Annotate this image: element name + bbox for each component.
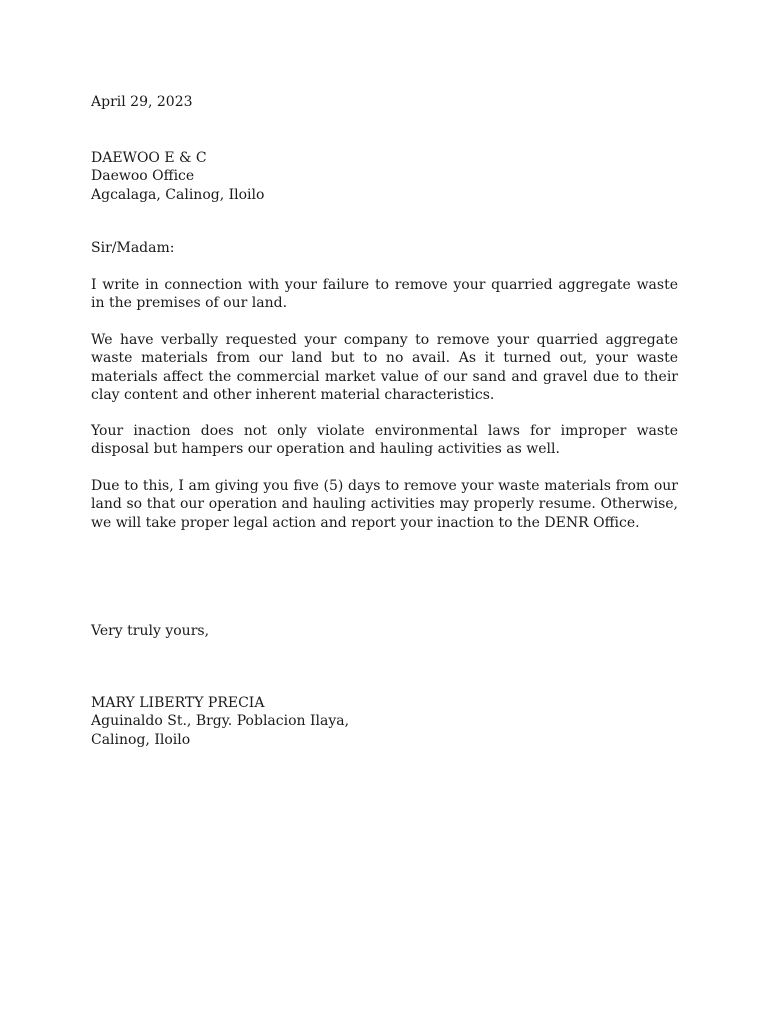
recipient-address: Agcalaga, Calinog, Iloilo — [91, 186, 265, 203]
sender-signature-block — [91, 694, 678, 749]
recipient-company: DAEWOO E & C — [91, 150, 207, 166]
letter-date — [91, 93, 678, 111]
complimentary-close — [91, 622, 678, 640]
recipient-office: Daewoo Office — [91, 168, 195, 185]
closing-text: Very truly yours, — [91, 623, 210, 639]
salutation — [91, 239, 678, 257]
date-text: April 29, 2023 — [91, 94, 193, 110]
recipient-address-block — [91, 149, 678, 204]
sender-address-line-1: Aguinaldo St., Brgy. Poblacion Ilaya, — [91, 713, 350, 730]
body-paragraph-2: We have verbally requested your company to remove your quarried aggregate waste materials from our land but to no avail. As it turned out, your waste materials affect the commercial market value of our sand and gravel due to their clay content and other inherent material characteristics. — [91, 332, 678, 403]
sender-name: MARY LIBERTY PRECIA — [91, 695, 265, 711]
sender-address-line-2: Calinog, Iloilo — [91, 731, 191, 748]
salutation-text: Sir/Madam: — [91, 240, 175, 256]
body-paragraph-1: I write in connection with your failure to remove your quarried aggregate waste in the premises of our land. — [91, 277, 678, 312]
body-paragraph-3: Your inaction does not only violate environmental laws for improper waste disposal but hampers our operation and hauling activities as well. — [91, 423, 678, 458]
body-paragraph-4: Due to this, I am giving you five (5) days to remove your waste materials from our land so that our operation and hauling activities may properly resume. Otherwise, we will take proper legal action and report your inaction to the DENR Office. — [91, 478, 678, 531]
